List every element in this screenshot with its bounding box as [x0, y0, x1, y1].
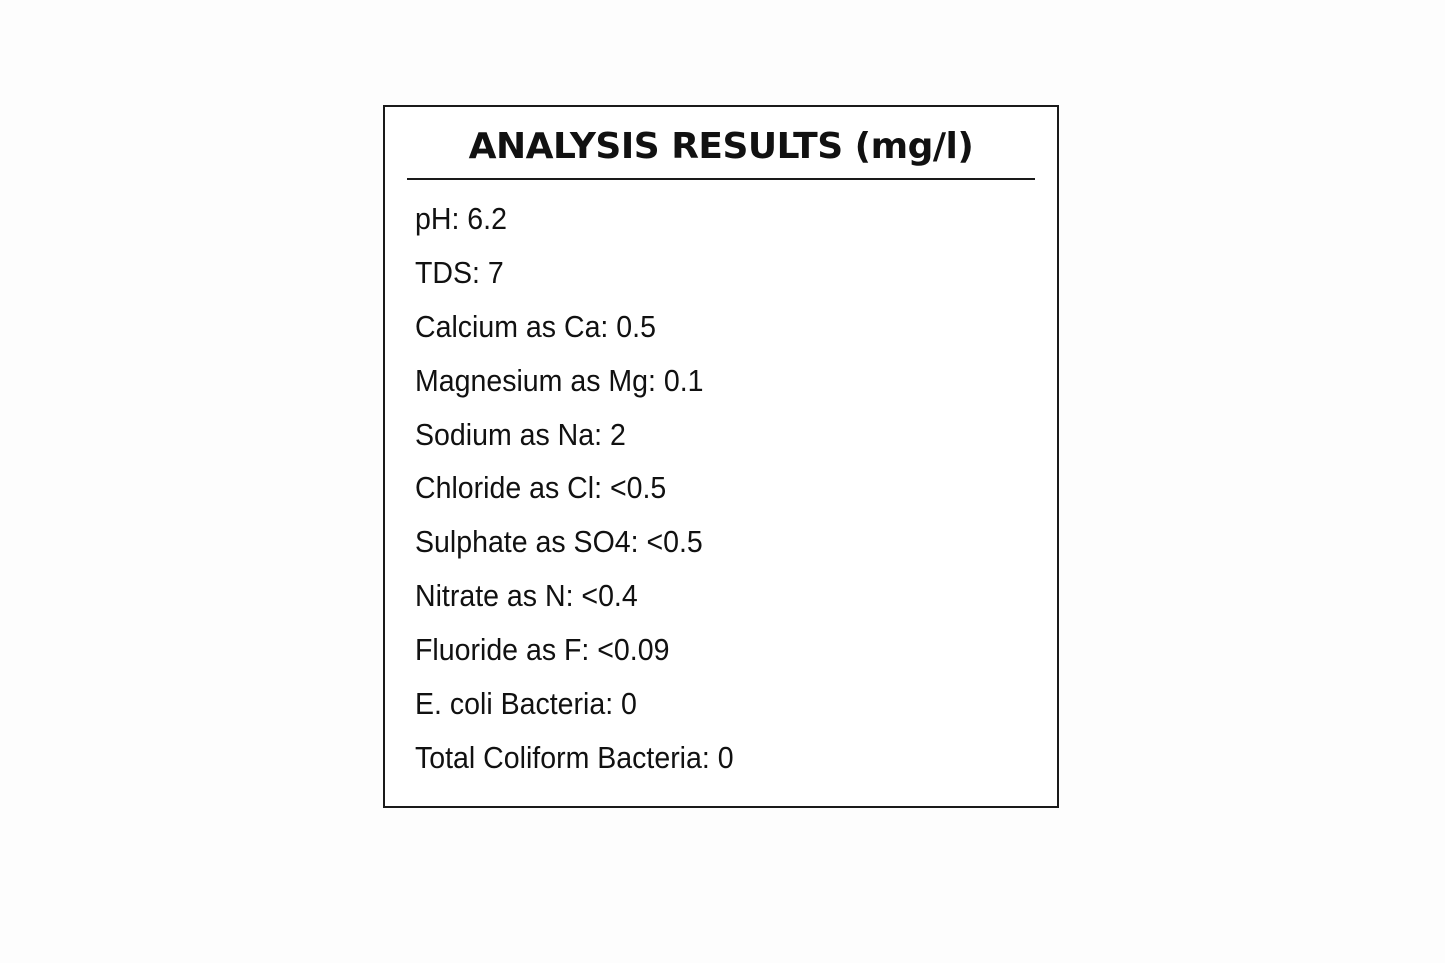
result-ph: pH: 6.2 [415, 201, 507, 236]
title-divider [407, 178, 1035, 180]
result-calcium: Calcium as Ca: 0.5 [415, 308, 656, 344]
result-nitrate: Nitrate as N: <0.4 [415, 578, 638, 614]
result-total-coliform: Total Coliform Bacteria: 0 [415, 739, 734, 775]
result-chloride: Chloride as Cl: <0.5 [415, 470, 667, 506]
result-sodium: Sodium as Na: 2 [415, 416, 626, 452]
results-list [415, 199, 761, 792]
panel-title: ANALYSIS RESULTS (mg/l) [468, 126, 974, 167]
result-magnesium: Magnesium as Mg: 0.1 [415, 362, 704, 398]
analysis-results-panel [383, 105, 1059, 808]
result-ecoli: E. coli Bacteria: 0 [415, 686, 637, 722]
result-tds: TDS: 7 [415, 254, 504, 290]
result-sulphate: Sulphate as SO4: <0.5 [415, 524, 703, 560]
result-fluoride: Fluoride as F: <0.09 [415, 632, 670, 668]
